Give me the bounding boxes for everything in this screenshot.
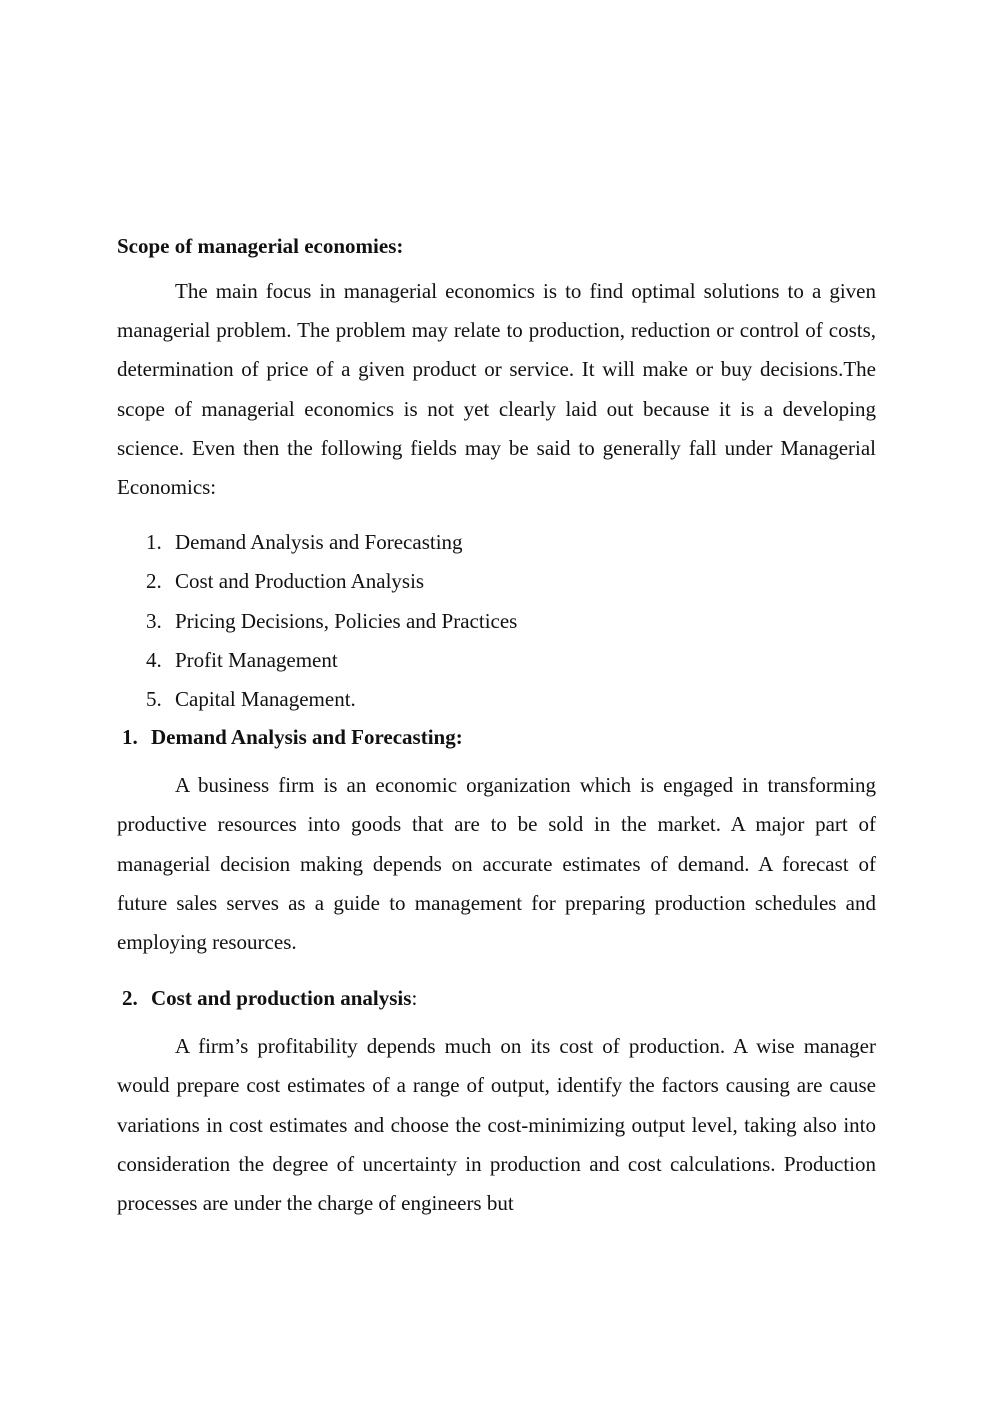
demand-heading-text: Demand Analysis and Forecasting: (151, 725, 463, 750)
list-item-label: Cost and Production Analysis (175, 569, 425, 594)
list-item-label: Profit Management (175, 647, 338, 672)
cost-heading-colon: : (411, 986, 418, 1011)
demand-paragraph: A business firm is an economic organization which is engaged in transforming productive resources into goods that are to be sold in the market. A major part of managerial decision making depends on accurate estimates of demand. A forecast of future sales serves as a guide to management for preparing production schedules and employing resources. (117, 773, 876, 955)
fields-list (117, 523, 876, 719)
cost-paragraph: A firm’s profitability depends much on its cost of production. A wise manager would prepare cost estimates of a range of output, identify the factors causing are cause variations in cost estimates and choose the cost-minimizing output level, taking also into consideration the degree of uncertainty in production and cost calculations. Production processes are under the charge of engineers but (117, 1034, 876, 1216)
list-item-number: 2. (146, 569, 162, 594)
section-title: Scope of managerial economies: (117, 234, 404, 258)
list-item-label: Capital Management. (175, 687, 356, 712)
cost-heading-text: Cost and production analysis (151, 986, 412, 1011)
list-item-number: 1. (146, 530, 162, 555)
list-item-number: 4. (146, 647, 162, 672)
list-item-number: 5. (146, 687, 162, 712)
list-item (117, 562, 876, 601)
list-item-label: Pricing Decisions, Policies and Practices (175, 608, 518, 633)
demand-heading-number: 1. (122, 725, 138, 750)
list-item (117, 641, 876, 680)
page-content (117, 230, 876, 1223)
cost-heading-number: 2. (122, 986, 138, 1011)
list-item (117, 680, 876, 719)
intro-paragraph: The main focus in managerial economics is to find optimal solutions to a given managerial problem. The problem may relate to production, reduction or control of costs, determination of price of a given product or service. It will make or buy decisions.The scope of managerial economics is not yet clearly laid out because it is a developing science. Even then the following fields may be said to generally fall under Managerial Economics: (117, 279, 876, 500)
list-item (117, 523, 876, 562)
list-item-label: Demand Analysis and Forecasting (175, 530, 463, 555)
list-item (117, 602, 876, 641)
demand-heading (117, 721, 876, 753)
list-item-number: 3. (146, 608, 162, 633)
cost-heading (117, 982, 876, 1014)
